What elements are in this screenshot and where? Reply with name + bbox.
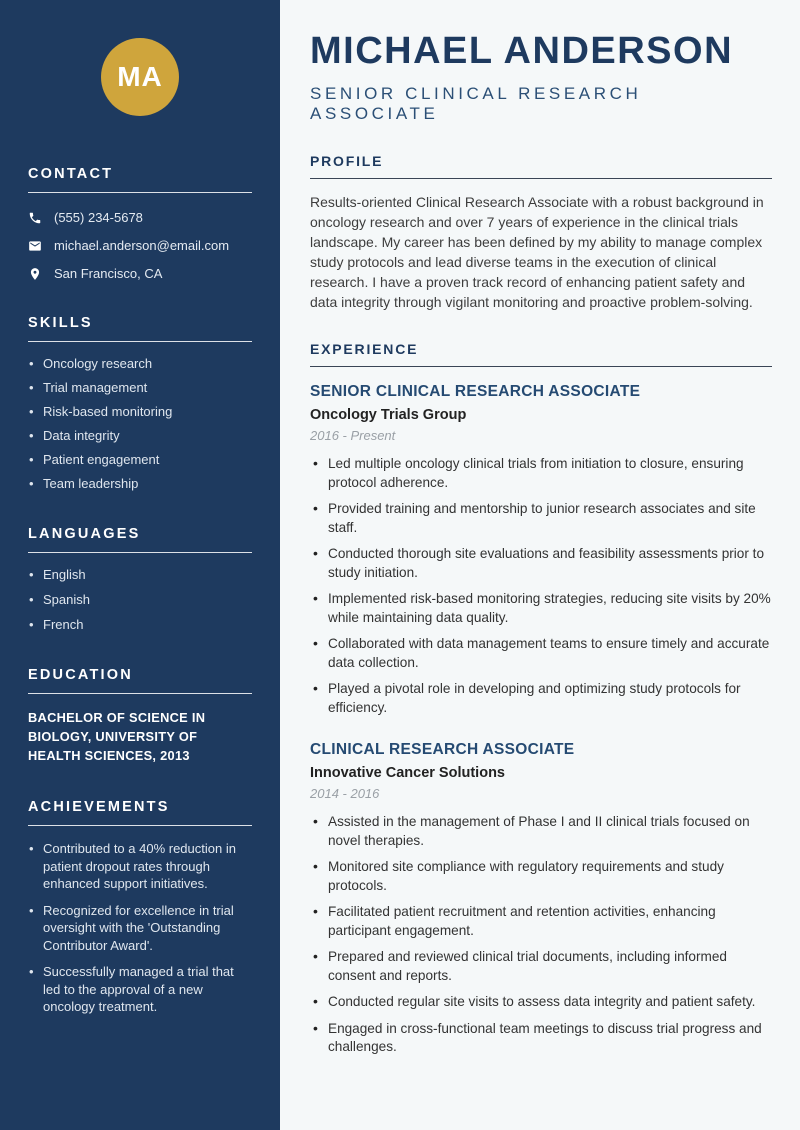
list-item: • Data integrity [28,428,252,444]
education-section [28,667,252,765]
contact-phone-text: (555) 234-5678 [54,210,143,225]
list-item: • Led multiple oncology clinical trials from initiation to closure, ensuring protocol adherence. [310,455,772,492]
person-title: SENIOR CLINICAL RESEARCH ASSOCIATE [310,84,642,123]
list-item: • Played a pivotal role in developing and optimizing study protocols for efficiency. [310,680,772,717]
languages-list [28,567,252,633]
list-item: • Risk-based monitoring [28,404,252,420]
experience-heading: EXPERIENCE [310,341,772,367]
job-title: CLINICAL RESEARCH ASSOCIATE [310,741,575,758]
list-item: • French [28,617,252,633]
job-company: Oncology Trials Group [310,407,467,423]
job-title: SENIOR CLINICAL RESEARCH ASSOCIATE [310,383,641,400]
job-dates: 2014 - 2016 [310,786,380,801]
list-item: • Contributed to a 40% reduction in patient dropout rates through enhanced support initiatives. [28,840,252,893]
list-item: • Provided training and mentorship to junior research associates and site staff. [310,500,772,537]
list-item: • Facilitated patient recruitment and retention activities, enhancing participant engagement. [310,903,772,940]
profile-heading: PROFILE [310,153,772,179]
contact-section [28,166,252,281]
languages-heading: LANGUAGES [28,526,252,553]
job-dates: 2016 - Present [310,428,396,443]
skills-heading: SKILLS [28,315,252,342]
location-icon [28,267,42,281]
languages-section [28,526,252,633]
education-degree: BACHELOR OF SCIENCE IN BIOLOGY, UNIVERSITY OF HEALTH SCIENCES, 2013 [28,710,206,763]
list-item: • Conducted regular site visits to assess data integrity and patient safety. [310,993,772,1012]
list-item: • Monitored site compliance with regulatory requirements and study protocols. [310,858,772,895]
phone-icon [28,211,42,225]
contact-row-location [28,266,252,281]
avatar: MA [101,38,179,116]
list-item: • English [28,567,252,583]
experience-entry [310,741,772,1057]
contact-email-text: michael.anderson@email.com [54,238,230,253]
skills-section [28,315,252,492]
list-item: • Team leadership [28,476,252,492]
list-item: • Conducted thorough site evaluations and feasibility assessments prior to study initiation. [310,545,772,582]
main-content [280,0,800,1130]
contact-row-phone [28,210,252,225]
profile-text: Results-oriented Clinical Research Associate with a robust background in oncology research and over 7 years of experience in the clinical trials landscape. My career has been defined by my ability to manage complex study protocols and lead diverse teams in the execution of clinical research. I have a proven track record of enhancing patient safety and data integrity through vigilant monitoring and proactive problem-solving. [310,194,764,310]
contact-location-text: San Francisco, CA [54,266,163,281]
job-bullet-list [310,455,772,717]
achievements-heading: ACHIEVEMENTS [28,799,252,826]
list-item: • Trial management [28,380,252,396]
list-item: • Recognized for excellence in trial oversight with the 'Outstanding Contributor Award'. [28,902,252,955]
list-item: • Spanish [28,592,252,608]
list-item: • Prepared and reviewed clinical trial documents, including informed consent and reports. [310,948,772,985]
list-item: • Assisted in the management of Phase I and II clinical trials focused on novel therapies. [310,813,772,850]
achievements-section [28,799,252,1016]
list-item: • Collaborated with data management teams to ensure timely and accurate data collection. [310,635,772,672]
contact-heading: CONTACT [28,166,252,193]
list-item: • Patient engagement [28,452,252,468]
sidebar [0,0,280,1130]
email-icon [28,239,42,253]
education-heading: EDUCATION [28,667,252,694]
person-name: MICHAEL ANDERSON [310,30,734,72]
list-item: • Implemented risk-based monitoring strategies, reducing site visits by 20% while maintaining data quality. [310,590,772,627]
job-bullet-list [310,813,772,1057]
contact-row-email [28,238,252,253]
achievements-list [28,840,252,1016]
list-item: • Successfully managed a trial that led to the approval of a new oncology treatment. [28,963,252,1016]
list-item: • Engaged in cross-functional team meetings to discuss trial progress and challenges. [310,1020,772,1057]
contact-list [28,210,252,281]
list-item: • Oncology research [28,356,252,372]
job-company: Innovative Cancer Solutions [310,765,505,781]
skills-list [28,356,252,492]
experience-entry [310,383,772,717]
